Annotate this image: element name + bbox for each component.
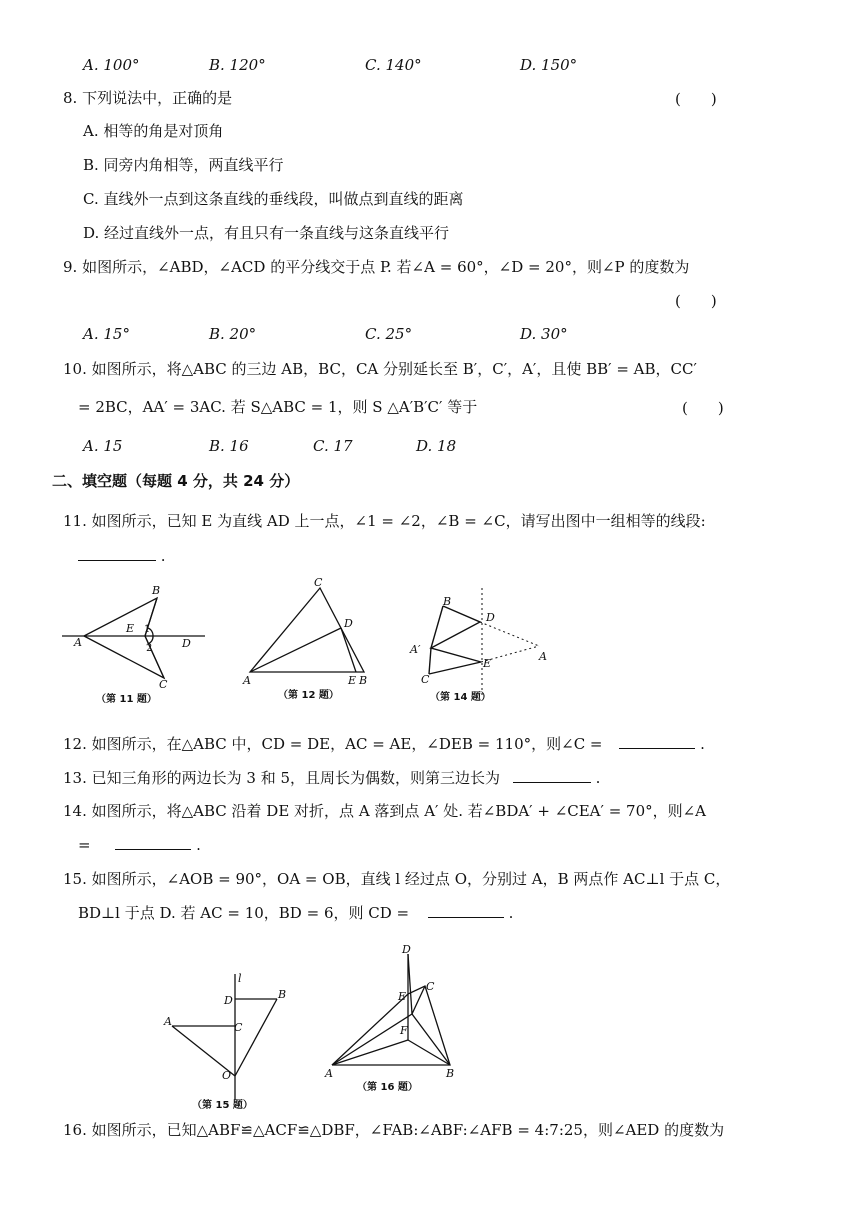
q14-line1: 14. 如图所示，将△ABC 沿着 DE 对折，点 A 落到点 A′ 处. 若∠BDA′ + ∠CEA′ = 70°，则∠A bbox=[63, 802, 707, 820]
q10-line2: = 2BC，AA′ = 3AC. 若 S△ABC = 1，则 S △A′B′C′ 等于 bbox=[78, 398, 478, 416]
q13-stem: 13. 已知三角形的两边长为 3 和 5，且周长为偶数，则第三边长为 bbox=[63, 769, 501, 787]
svg-text:D: D bbox=[402, 943, 411, 956]
q11-line1: 11. 如图所示，已知 E 为直线 AD 上一点，∠1 = ∠2，∠B = ∠C，请写出图中一组相等的线段: bbox=[63, 512, 706, 530]
svg-text:1: 1 bbox=[144, 624, 151, 635]
svg-text:A′: A′ bbox=[410, 643, 421, 656]
q12-end: . bbox=[700, 735, 705, 753]
svg-text:C: C bbox=[426, 980, 435, 993]
svg-text:A: A bbox=[74, 636, 82, 649]
svg-text:l: l bbox=[238, 972, 242, 985]
svg-text:E: E bbox=[126, 622, 135, 635]
svg-text:A: A bbox=[243, 674, 251, 687]
svg-text:A: A bbox=[164, 1015, 172, 1028]
q12-stem: 12. 如图所示，在△ABC 中，CD = DE，AC = AE，∠DEB = 110°，则∠C = bbox=[63, 735, 603, 753]
q7-option-d: D. 150° bbox=[520, 56, 578, 74]
q7-option-c: C. 140° bbox=[365, 56, 422, 74]
q10-answer-paren: ( ) bbox=[682, 399, 724, 417]
q8-option-b: B. 同旁内角相等，两直线平行 bbox=[83, 156, 284, 174]
svg-text:D: D bbox=[182, 637, 191, 650]
section-heading-fill-in: 二、填空题（每题 4 分，共 24 分） bbox=[52, 472, 300, 490]
q14-blank[interactable] bbox=[115, 835, 191, 850]
caption-q15: （第 15 题） bbox=[192, 1100, 253, 1111]
q10-option-b: B. 16 bbox=[209, 437, 249, 455]
q9-option-a: A. 15° bbox=[83, 325, 130, 343]
q15-line1: 15. 如图所示，∠AOB = 90°，OA = OB，直线 l 经过点 O，分别过 A，B 两点作 AC⊥l 于点 C， bbox=[63, 870, 731, 888]
q9-option-b: B. 20° bbox=[209, 325, 257, 343]
q7-option-a: A. 100° bbox=[83, 56, 140, 74]
q10-option-d: D. 18 bbox=[416, 437, 457, 455]
q15-stem: BD⊥l 于点 D. 若 AC = 10，BD = 6，则 CD = bbox=[78, 904, 410, 922]
q10-line1: 10. 如图所示，将△ABC 的三边 AB，BC，CA 分别延长至 B′，C′，A′，且使 BB′ = AB，CC′ bbox=[63, 360, 697, 378]
figure-q12 bbox=[238, 576, 378, 701]
q8-answer-paren: ( ) bbox=[675, 90, 717, 108]
figure-q11 bbox=[60, 576, 220, 706]
q10-option-c: C. 17 bbox=[313, 437, 353, 455]
svg-text:A: A bbox=[539, 650, 547, 663]
q8-option-d: D. 经过直线外一点，有且只有一条直线与这条直线平行 bbox=[83, 224, 450, 242]
svg-text:B: B bbox=[446, 1067, 455, 1080]
figure-q16 bbox=[322, 940, 472, 1093]
svg-text:F: F bbox=[400, 1024, 408, 1037]
caption-q12: （第 12 题） bbox=[278, 690, 339, 701]
q15-line2 bbox=[78, 903, 513, 923]
svg-text:C: C bbox=[159, 678, 168, 691]
svg-text:D: D bbox=[486, 611, 495, 624]
q8-stem: 8. 下列说法中，正确的是 bbox=[63, 89, 233, 107]
svg-text:E: E bbox=[398, 990, 407, 1003]
svg-text:A: A bbox=[325, 1067, 333, 1080]
figure-q15 bbox=[160, 972, 300, 1111]
q14-eq: = bbox=[78, 836, 91, 854]
svg-text:B: B bbox=[152, 584, 161, 597]
q11-answer-line bbox=[78, 546, 166, 566]
q9-answer-paren: ( ) bbox=[675, 292, 717, 310]
q12-line bbox=[63, 734, 705, 754]
q12-blank[interactable] bbox=[619, 734, 695, 749]
q13-line bbox=[63, 768, 600, 788]
svg-text:E: E bbox=[483, 657, 492, 670]
q16-stem: 16. 如图所示，已知△ABF≌△ACF≌△DBF，∠FAB:∠ABF:∠AFB = 4:7:25，则∠AED 的度数为 bbox=[63, 1121, 725, 1139]
svg-text:D: D bbox=[344, 617, 353, 630]
q8-option-c: C. 直线外一点到这条直线的垂线段，叫做点到直线的距离 bbox=[83, 190, 464, 208]
q8-option-a: A. 相等的角是对顶角 bbox=[83, 122, 224, 140]
q13-end: . bbox=[595, 769, 601, 787]
q9-option-d: D. 30° bbox=[520, 325, 568, 343]
q14-end: . bbox=[196, 836, 201, 854]
svg-text:D: D bbox=[224, 994, 233, 1007]
svg-text:B: B bbox=[278, 988, 287, 1001]
q11-end: . bbox=[160, 547, 166, 565]
q15-end: . bbox=[508, 904, 514, 922]
figure-q14 bbox=[403, 588, 553, 703]
q15-blank[interactable] bbox=[428, 903, 504, 918]
svg-text:C: C bbox=[421, 673, 430, 686]
q13-blank[interactable] bbox=[513, 768, 591, 783]
svg-text:B: B bbox=[443, 595, 452, 608]
caption-q11: （第 11 题） bbox=[96, 694, 157, 705]
caption-q14: （第 14 题） bbox=[430, 692, 491, 703]
q14-line2 bbox=[78, 835, 201, 855]
q10-option-a: A. 15 bbox=[83, 437, 123, 455]
svg-text:C: C bbox=[234, 1021, 243, 1034]
q9-stem: 9. 如图所示，∠ABD，∠ACD 的平分线交于点 P. 若∠A = 60°，∠D = 20°，则∠P 的度数为 bbox=[63, 258, 690, 276]
q11-blank[interactable] bbox=[78, 546, 156, 561]
svg-text:C: C bbox=[314, 576, 323, 589]
svg-text:E: E bbox=[348, 674, 357, 687]
q7-option-b: B. 120° bbox=[209, 56, 266, 74]
q9-option-c: C. 25° bbox=[365, 325, 413, 343]
svg-text:2: 2 bbox=[146, 643, 153, 654]
svg-text:O: O bbox=[222, 1069, 232, 1082]
svg-text:B: B bbox=[359, 674, 368, 687]
caption-q16: （第 16 题） bbox=[357, 1082, 418, 1093]
